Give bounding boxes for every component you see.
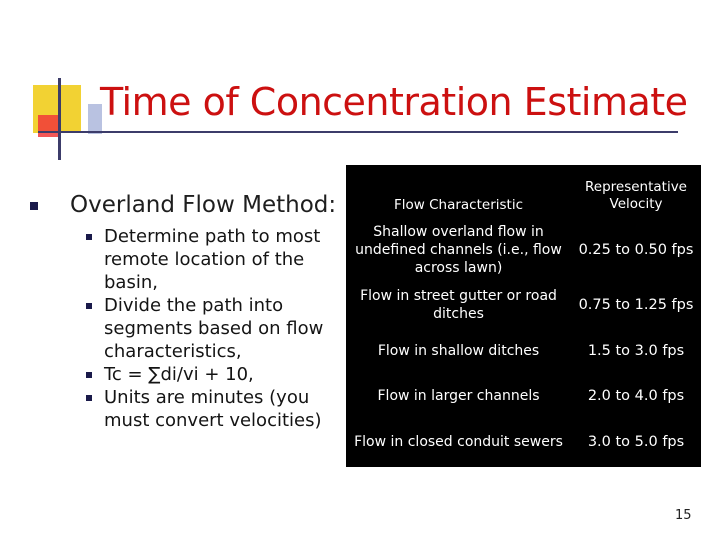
table-header-row	[346, 173, 701, 219]
decorative-red-square	[38, 115, 58, 137]
sub-bullet-text: Tc = ∑di/vi + 10,	[104, 364, 254, 385]
table-row	[346, 383, 701, 409]
sub-bullet-text: Divide the path into segments based on flow characteristics,	[104, 295, 324, 362]
table-row	[346, 286, 701, 324]
bullet-square-icon	[86, 372, 92, 378]
bullet-square-icon	[86, 234, 92, 240]
table-row	[346, 338, 701, 364]
bullet-square-icon	[86, 395, 92, 401]
velocity-cell: 1.5 to 3.0 fps	[587, 343, 685, 359]
velocity-table	[346, 165, 701, 467]
header-representative-velocity: Representative Velocity	[584, 179, 687, 212]
sub-bullet-item	[86, 225, 326, 294]
table-row	[346, 222, 701, 278]
sub-bullet-text: Determine path to most remote location of the basin,	[104, 226, 321, 293]
flow-characteristic-cell: Shallow overland flow in undefined channels (i.e., flow across lawn)	[355, 224, 562, 276]
flow-characteristic-cell: Flow in shallow ditches	[377, 343, 540, 359]
sub-bullet-list	[86, 225, 326, 432]
sub-bullet-item	[86, 294, 326, 363]
flow-characteristic-cell: Flow in larger channels	[377, 388, 540, 404]
slide-title: Time of Concentration Estimate	[100, 80, 688, 124]
sub-bullet-text: Units are minutes (you must convert velocities)	[104, 387, 322, 431]
page-number: 15	[675, 508, 692, 523]
flow-characteristic-cell: Flow in street gutter or road ditches	[360, 288, 557, 322]
bullet-square-icon	[30, 202, 38, 210]
main-bullet-text: Overland Flow Method:	[70, 192, 337, 218]
sub-bullet-item	[86, 386, 326, 432]
velocity-cell: 0.75 to 1.25 fps	[578, 297, 694, 313]
table-row	[346, 423, 701, 461]
decorative-vertical-line	[58, 78, 61, 160]
bullet-square-icon	[86, 303, 92, 309]
header-flow-characteristic: Flow Characteristic	[393, 196, 523, 213]
sub-bullet-item	[86, 363, 326, 386]
title-underline	[38, 131, 678, 133]
velocity-cell: 2.0 to 4.0 fps	[587, 388, 685, 404]
velocity-cell: 3.0 to 5.0 fps	[587, 434, 685, 450]
velocity-cell: 0.25 to 0.50 fps	[578, 242, 694, 258]
flow-characteristic-cell: Flow in closed conduit sewers	[354, 434, 563, 450]
